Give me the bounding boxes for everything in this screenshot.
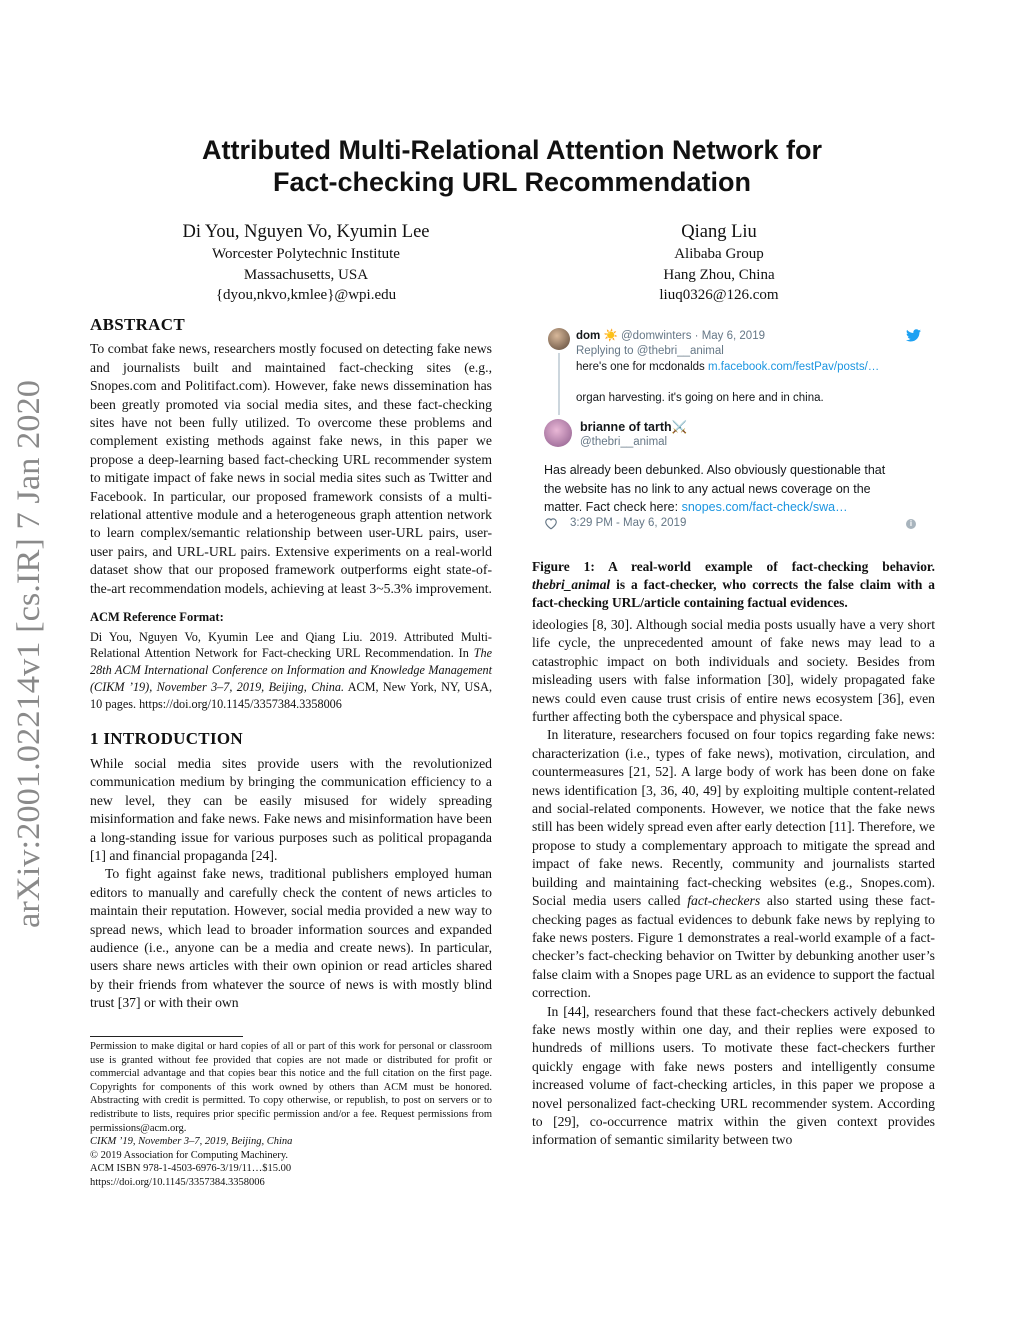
info-icon[interactable]: i [906, 519, 916, 529]
snopes-link[interactable]: snopes.com/fact-check/swa… [681, 500, 848, 514]
author-location: Massachusetts, USA [243, 266, 369, 283]
reply-body: Has already been debunked. Also obviously questionable that the website has no link to any actual news coverage on the matter. Fact check here: snopes.com/fact-check/swa… [544, 463, 886, 514]
reply-context: Replying to @thebri__animal [576, 345, 724, 357]
author-block-2 [560, 220, 878, 306]
abstract-text: To combat fake news, researchers mostly focused on detecting fake news and journalists built and maintained fact-checking sites (e.g., Snopes.com and Politifact.com). However, fake news dissemination has been greatly promoted via social media sites, and these fact-checking sites have not been fully utilized. To overcome these problems and complement existing methods against fake news, in this paper we propose a deep-learning based fact-checking URL recommender system to mitigate impact of fake news in social media sites such as Twitter and Facebook. In particular, our proposed framework consists of a multi-relational attentive module and a heterogeneous graph attention network to learn complex/semantic relationship between user-URL pairs, user-user pairs, and URL-URL pairs. Extensive experiments on a real-world dataset show that our proposed framework outperforms eight state-of-the-art recommendation models, achieving at least 3~5.3% improvement. [90, 341, 492, 596]
right-column [532, 558, 935, 1150]
left-column [90, 316, 492, 1013]
tweet-timestamp: 3:29 PM - May 6, 2019 [570, 517, 687, 529]
author-names: Qiang Liu [681, 222, 757, 242]
twitter-bird-icon [906, 329, 921, 342]
copyright-line: © 2019 Association for Computing Machinery. [90, 1149, 289, 1161]
thread-line [558, 353, 560, 415]
isbn-line: ACM ISBN 978-1-4503-6976-3/19/11…$15.00 [90, 1163, 292, 1175]
arxiv-identifier [8, 378, 48, 930]
tweet-author-handle: @domwinters · May 6, 2019 [621, 330, 765, 342]
footnote [90, 1040, 492, 1190]
abstract-heading: ABSTRACT [90, 315, 185, 334]
body-paragraph-3: In [44], researchers found that these fact-checkers actively debunked fake news mostly within one day, and their replies were exposed to hundreds of millions users. To motivate these fact-checkers further quickly engage with fake news posters and intelligently consume increased volume of fact-checking articles, in this paper we propose a novel personalized fact-checking URL recommender system. According to [29], co-occurrence matrix within the given context provides information of semantic similarity between two [532, 1003, 935, 1148]
body-paragraph-1: ideologies [8, 30]. Although social media posts usually have a very short life cycle, the unprecedented amount of fake news may lead to a catastrophic impact on both individuals and society. Besides from misleading users with false information [30], widely propagated fake news could even cause trust crisis of entire news ecosystem [36], even further affecting both the cyberspace and physical space. [532, 617, 935, 725]
author-names: Di You, Nguyen Vo, Kyumin Lee [182, 222, 430, 242]
acm-ref-text: Di You, Nguyen Vo, Kyumin Lee and Qiang Liu. 2019. Attributed Multi-Relational Attention Network for Fact-checking URL Recommendation. In The 28th ACM International Conference on Information and Knowledge Management (CIKM ’19), November 3–7, 2019, Beijing, China. ACM, New York, NY, USA, 10 pages. https://doi.org/10.1145/3357384.3358006 [90, 629, 492, 711]
tweet-line-2: organ harvesting. it's going on here and in china. [576, 392, 824, 404]
doi-line[interactable]: https://doi.org/10.1145/3357384.3358006 [90, 1176, 265, 1188]
paper-title [130, 134, 894, 198]
tweet-line-1: here's one for mcdonalds m.facebook.com/festPav/posts/… [576, 361, 880, 373]
conference-line: CIKM ’19, November 3–7, 2019, Beijing, China [90, 1136, 293, 1148]
body-paragraph-2: In literature, researchers focused on four topics regarding fake news: characterization (i.e., types of fake news), motivation, circulation, and countermeasures [21, 52]. A large body of work has been done on fake news identification [3, 36, 40, 49] by exploiting multiple content-related and social-related components. However, we notice that the fake news still has been widely spread even after early detection [11]. Therefore, we propose to study a complementary approach to mitigate the spread and impact of fake news. Recently, community and journalists started building and maintaining fact-checking websites (e.g., Snopes.com). Social media users called fact-checkers also started using these fact-checking pages as factual evidences to debunk fake news by replying to fake news posters. Figure 1 demonstrates a real-world example of a fact-checker’s fact-checking behavior on Twitter by debunking another user’s false claim with a Snopes page URL as an evidence to support the factual correction. [532, 727, 936, 1001]
intro-paragraph-1: While social media sites provide users with the revolutionized communication medium by bringing the communication efficiency to a new level, they can be easily misused for widely spreading misinformation and fake news. Fake news and misinformation have been a long-standing issue for various purposes such as political propaganda [1] and financial propaganda [24]. [90, 755, 492, 863]
arxiv-id-text: arXiv:2001.02214v1 [cs.IR] 7 Jan 2020 [11, 403, 47, 928]
acm-ref-heading: ACM Reference Format: [90, 610, 224, 625]
tweet-link[interactable]: m.facebook.com/festPav/posts/… [707, 361, 880, 373]
tweet-author-name: dom ☀️ [576, 330, 618, 342]
author-location: Hang Zhou, China [663, 266, 775, 283]
intro-heading: 1 INTRODUCTION [90, 729, 243, 749]
permission-notice: Permission to make digital or hard copies of all or part of this work for personal or classroom use is granted without fee provided that copies are not made or distributed for profit or commercial advantage and that copies bear this notice and the full citation on the first page. Copyrights for components of this work owned by others than ACM must be honored. Abstracting with credit is permitted. To copy otherwise, or republish, to post on servers or to redistribute to lists, requires prior specific permission and/or a fee. Request permissions from permissions@acm.org. [90, 1041, 492, 1134]
heart-icon[interactable] [544, 517, 558, 530]
acm-ref-venue: The 28th ACM International Conference on Information and Knowledge Management (CIKM ’19), November 3–7, 2019, Beijing, China. [90, 646, 492, 694]
author-affiliation: Alibaba Group [674, 246, 764, 262]
figure-caption: Figure 1: A real-world example of fact-checking behavior. thebri_animal is a fact-checker, who corrects the false claim with a fact-checking URL/article containing factual evidences. [532, 559, 935, 610]
figure-tweet-screenshot [532, 320, 932, 540]
author-affiliation: Worcester Polytechnic Institute [212, 246, 400, 262]
avatar [548, 328, 570, 350]
reply-author-name: brianne of tarth⚔️ [580, 420, 688, 434]
author-email: liuq0326@126.com [659, 287, 779, 303]
author-block-1 [130, 220, 482, 306]
intro-paragraph-2: To fight against fake news, traditional publishers employed human editors to manually and carefully check the content of news articles to maintain their reputation. However, social media provided a new way to spread news, which lead to broader information sources and expanded audience (i.e., anyone can be a media and create news). In particular, users share news articles with their own opinion or read articles shared by their friends from whatever the source of news is with mostly blind trust [37] or with their own [90, 866, 492, 1011]
title-line-2: Fact-checking URL Recommendation [272, 167, 752, 197]
reply-author-handle: @thebri__animal [580, 436, 668, 448]
avatar [544, 419, 572, 447]
title-line-1: Attributed Multi-Relational Attention Network for [202, 135, 822, 165]
footnote-divider [90, 1036, 243, 1037]
author-email: {dyou,nkvo,kmlee}@wpi.edu [215, 287, 397, 303]
